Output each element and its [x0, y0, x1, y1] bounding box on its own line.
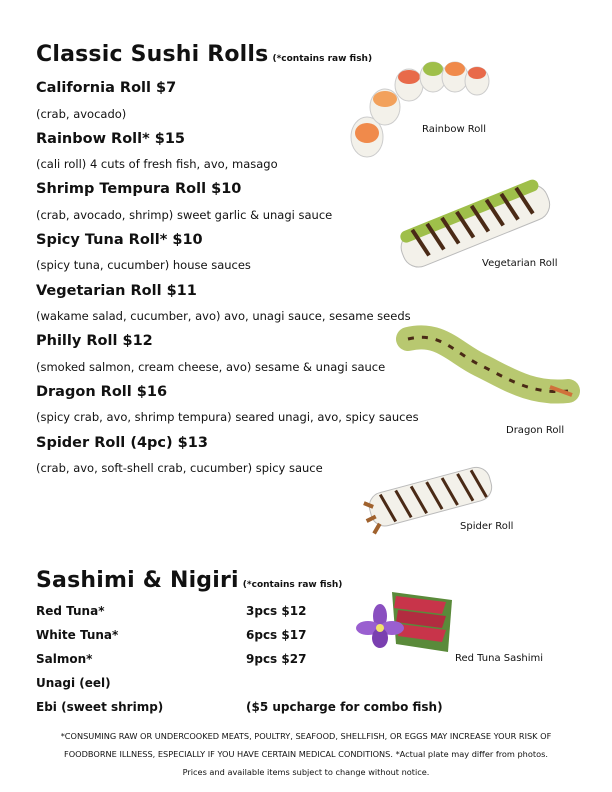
roll-description: (crab, avo, soft-shell crab, cucumber) spicy sauce [36, 461, 323, 475]
red-tuna-sashimi-caption: Red Tuna Sashimi [455, 653, 544, 664]
roll-name: Dragon Roll $16 [36, 384, 168, 400]
combo-upcharge-note: ($5 upcharge for combo fish) [246, 700, 443, 714]
roll-description: (smoked salmon, cream cheese, avo) sesame & unagi sauce [36, 360, 386, 374]
roll-description: (wakame salad, cucumber, avo) avo, unagi sauce, sesame seeds [36, 309, 411, 323]
sashimi-item-name: Unagi (eel) [36, 676, 111, 690]
roll-description: (cali roll) 4 cuts of fresh fish, avo, masago [36, 157, 278, 171]
roll-name: Spider Roll (4pc) $13 [36, 435, 208, 451]
roll-name: Vegetarian Roll $11 [36, 283, 197, 299]
roll-name: California Roll $7 [36, 80, 177, 96]
sashimi-item-name: Ebi (sweet shrimp) [36, 700, 164, 714]
sashimi-section-note: (*contains raw fish) [242, 580, 343, 590]
roll-description: (spicy tuna, cucumber) house sauces [36, 258, 251, 272]
sashimi-section-header [36, 568, 342, 593]
rainbow-roll-caption: Rainbow Roll [422, 124, 486, 135]
sashimi-item-price: 3pcs $12 [246, 604, 307, 618]
dragon-roll-caption: Dragon Roll [506, 425, 565, 436]
roll-name: Philly Roll $12 [36, 333, 153, 349]
sashimi-item-name: Red Tuna* [36, 604, 105, 618]
sashimi-item-name: Salmon* [36, 652, 93, 666]
footer-warning-line-2: FOODBORNE ILLNESS, ESPECIALLY IF YOU HAVE CERTAIN MEDICAL CONDITIONS. *Actual plate may differ from photos. [64, 749, 548, 759]
rainbow-roll-photo [345, 55, 495, 165]
roll-name: Spicy Tuna Roll* $10 [36, 232, 203, 248]
roll-name: Shrimp Tempura Roll $10 [36, 181, 242, 197]
vegetarian-roll-caption: Vegetarian Roll [482, 258, 558, 269]
red-tuna-sashimi-photo [352, 582, 457, 672]
sashimi-section-title: Sashimi & Nigiri [36, 568, 239, 593]
dragon-roll-photo [400, 325, 575, 415]
footer-warning-line-1: *CONSUMING RAW OR UNDERCOOKED MEATS, POULTRY, SEAFOOD, SHELLFISH, OR EGGS MAY INCREASE YOUR RISK OF [60, 731, 552, 741]
spider-roll-caption: Spider Roll [460, 521, 514, 532]
roll-description: (crab, avocado) [36, 107, 127, 121]
footer-disclaimer: Prices and available items subject to change without notice. [182, 767, 430, 777]
sushi-section-note: (*contains raw fish) [272, 54, 373, 64]
roll-description: (spicy crab, avo, shrimp tempura) seared unagi, avo, spicy sauces [36, 410, 419, 424]
sushi-section-header [36, 42, 372, 67]
sushi-section-title: Classic Sushi Rolls [36, 42, 269, 67]
roll-name: Rainbow Roll* $15 [36, 131, 185, 147]
sashimi-item-price: 6pcs $17 [246, 628, 307, 642]
sashimi-item-name: White Tuna* [36, 628, 119, 642]
roll-description: (crab, avocado, shrimp) sweet garlic & unagi sauce [36, 208, 333, 222]
sashimi-item-price: 9pcs $27 [246, 652, 307, 666]
